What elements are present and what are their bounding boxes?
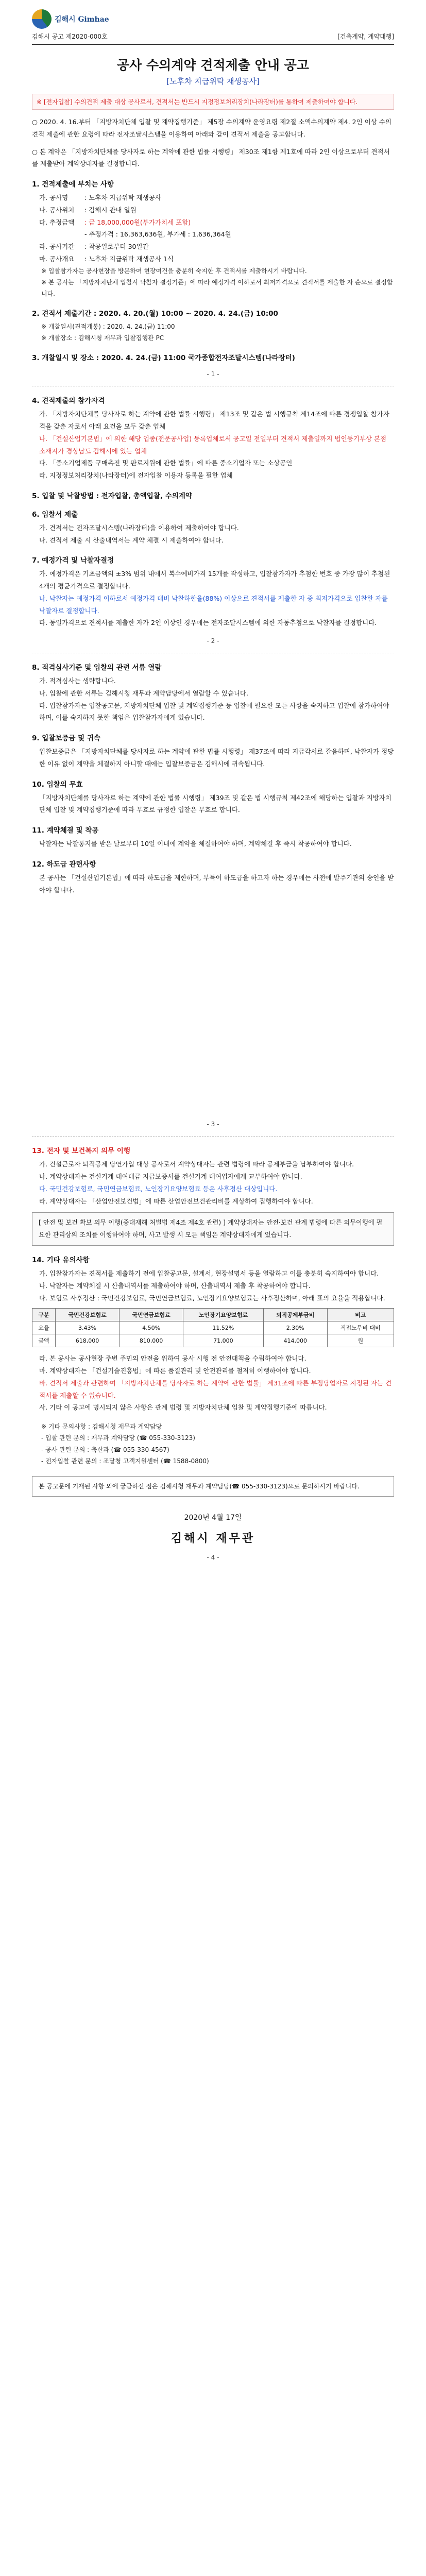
table-header-cell: 비고: [327, 1309, 394, 1321]
section-4-item: 다. 「중소기업제품 구매촉진 및 판로지원에 관한 법률」에 따른 중소기업자 또는 소상공인: [39, 459, 293, 467]
section-14-item: 다. 보험료 사후정산 : 국민건강보험료, 국민연금보험료, 노인장기요양보험료는 사후정산하며, 아래 표의 요율을 적용합니다.: [39, 1294, 385, 1302]
section-6-title: 6. 입찰서 제출: [32, 510, 78, 519]
section-14-item: 바. 견적서 제출과 관련하여 「지방자치단체를 당사자로 하는 계약에 관한 법률」 제31조에 따른 부정당업자로 지정된 자는 견적서를 제출할 수 없습니다.: [39, 1379, 392, 1399]
section-14-item: 마. 계약상대자는 「건설기술진흥법」에 따른 품질관리 및 안전관리를 철저히 이행하여야 합니다.: [39, 1367, 311, 1375]
table-row: [32, 1321, 394, 1334]
section-7-item: 가. 예정가격은 기초금액의 ±3% 범위 내에서 복수예비가격 15개를 작성하고, 입찰참가자가 추첨한 번호 중 가장 많이 추첨된 4개의 평균가격으로 결정합니다.: [39, 570, 390, 590]
header-left: [32, 9, 109, 41]
table-cell: 618,000: [56, 1334, 120, 1347]
section-4-item: 라. 지정정보처리장치(나라장터)에 전자입찰 이용자 등록을 필한 업체: [39, 471, 233, 480]
table-cell: 요율: [32, 1321, 56, 1334]
page-number: - 4 -: [207, 1554, 219, 1562]
table-header-cell: 퇴직공제부금비: [263, 1309, 327, 1321]
section-14-title: 14. 기타 유의사항: [32, 1256, 90, 1265]
table-cell: 원: [327, 1334, 394, 1347]
section-6-item: 가. 견적서는 전자조달시스템(나라장터)을 이용하여 제출하여야 합니다.: [39, 523, 239, 532]
table-cell: 4.50%: [120, 1321, 183, 1334]
table-cell: 71,000: [183, 1334, 264, 1347]
section-1-item: 가. 공사명 : 노후차 지급위탁 재생공사: [39, 194, 161, 201]
page-subtitle: [노후차 지급위탁 재생공사]: [166, 77, 260, 86]
section-14-item: 사. 기타 이 공고에 명시되지 않은 사항은 관계 법령 및 지방자치단체 입찰 및 계약집행기준에 따릅니다.: [39, 1403, 327, 1412]
section-4-item: 가. 「지방자치단체를 당사자로 하는 계약에 관한 법률 시행령」 제13조 및 같은 법 시행규칙 제14조에 따른 경쟁입찰 참가자격을 갖춘 자로서 아래 요건을 모두 갖춘 업체: [39, 410, 389, 431]
page-title: 공사 수의계약 견적제출 안내 공고: [117, 58, 309, 73]
section-2-title: 2. 견적서 제출기간 : 2020. 4. 20.(월) 10:00 ~ 2020. 4. 24.(금) 10:00: [32, 310, 278, 318]
table-cell: 810,000: [120, 1334, 183, 1347]
section-9-title: 9. 입찰보증금 및 귀속: [32, 734, 100, 743]
table-cell: 11.52%: [183, 1321, 264, 1334]
section-6-item: 나. 견적서 제출 시 산출내역서는 계약 체결 시 제출하여야 합니다.: [39, 536, 224, 544]
logo-text: 김해시 Gimhae: [55, 15, 109, 24]
section-8-item: 다. 입찰참가자는 입찰공고문, 지방자치단체 입찰 및 계약집행기준 등 입찰에 필요한 모든 사항을 숙지하고 입찰에 참가하여야 하며, 이를 숙지하지 못한 책임은 입찰참가자에게 있습니다.: [39, 701, 389, 722]
contact-line: - 공사 관련 문의 : 축산과 (☎ 055-330-4567): [41, 1446, 169, 1453]
table-cell: 414,000: [263, 1334, 327, 1347]
section-8-title: 8. 적격심사기준 및 입찰의 관련 서류 열람: [32, 664, 162, 672]
section-1-item: 다. 추정금액 : 금 18,000,000원(부가가치세 포함): [39, 218, 191, 226]
section-13-item: 다. 국민건강보험료, 국민연금보험료, 노인장기요양보험료 등은 사후정산 대상입니다.: [39, 1184, 278, 1193]
section-1-item: 라. 공사기간 : 착공일로부터 30일간: [39, 243, 149, 250]
section-7-title: 7. 예정가격 및 낙찰자결정: [32, 556, 114, 565]
page-number: - 1 -: [207, 370, 219, 378]
bottom-notice: 본 공고문에 기재된 사항 외에 궁금하신 점은 김해시청 재무과 계약담당(☎ 055-330-3123)으로 문의하시기 바랍니다.: [32, 1476, 394, 1497]
section-4-title: 4. 견적제출의 참가자격: [32, 397, 105, 405]
section-1-note: ※ 본 공사는 「지방자치단체 입찰시 낙찰자 결정기준」에 따라 예정가격 이하로서 최저가격으로 견적서를 제출한 자 순으로 결정합니다.: [41, 278, 393, 297]
section-14-item: 라. 본 공사는 공사현장 주변 주민의 안전을 위하여 공사 시행 전 안전대책을 수립하여야 합니다.: [39, 1354, 306, 1363]
table-header-cell: 국민건강보험료: [56, 1309, 120, 1321]
section-14-item: 나. 낙찰자는 계약체결 시 산출내역서를 제출하여야 하며, 산출내역서 제출 후 착공하여야 합니다.: [39, 1281, 311, 1290]
section-10-text: 「지방자치단체를 당사자로 하는 계약에 관한 법률 시행령」 제39조 및 같은 법 시행규칙 제42조에 해당하는 입찰과 지방자치단체 입찰 및 계약집행기준에 따라 무효로 규정한 입찰은 무효로 합니다.: [39, 793, 391, 814]
blank-space: [32, 896, 394, 1112]
safety-callout: [ 안전 및 보건 확보 의무 이행(중대재해 처벌법 제4조 제4호 관련) ] 계약상대자는 안전·보건 관계 법령에 따른 의무이행에 필요한 관리상의 조치를 이행하여야 하며, 사고 발생 시 모든 책임은 계약상대자에게 있습니다.: [32, 1212, 394, 1246]
page-number: - 2 -: [207, 637, 219, 645]
section-3-title: 3. 개찰일시 및 장소 : 2020. 4. 24.(금) 11:00 국가종합전자조달시스템(나라장터): [32, 354, 295, 363]
contact-line: ※ 기타 문의사항 : 김해시청 재무과 계약담당: [41, 1423, 162, 1431]
section-5-title: 5. 입찰 및 낙찰방법 : 전자입찰, 총액입찰, 수의계약: [32, 492, 192, 500]
contact-line: - 전자입찰 관련 문의 : 조달청 고객지원센터 (☎ 1588-0800): [41, 1457, 209, 1465]
section-1-note: ※ 입찰참가자는 공사현장을 방문하여 현장여건을 충분히 숙지한 후 견적서를 제출하시기 바랍니다.: [41, 267, 307, 275]
intro-paragraph-1: ○ 2020. 4. 16.부터 「지방자치단체 입찰 및 계약집행기준」 제5장 수의계약 운영요령 제2절 소액수의계약 제4. 2인 이상 수의견적 제출에 관한 요령에 따라 전자조달시스템을 이용하여 아래와 같이 견적서 제출을 공고합니다.: [32, 118, 391, 138]
document-number: 김해시 공고 제2020-000호: [32, 33, 108, 40]
section-13-item: 라. 계약상대자는 「산업안전보건법」에 따른 산업안전보건관리비를 계상하여 집행하여야 합니다.: [39, 1197, 313, 1205]
section-7-item: 다. 동일가격으로 견적서를 제출한 자가 2인 이상인 경우에는 전자조달시스템에 의한 자동추첨으로 낙찰자를 결정합니다.: [39, 619, 377, 627]
section-14-item: 가. 입찰참가자는 견적서를 제출하기 전에 입찰공고문, 설계서, 현장설명서 등을 열람하고 이를 충분히 숙지하여야 합니다.: [39, 1269, 379, 1278]
section-1-item: 마. 공사개요 : 노후차 지급위탁 재생공사 1식: [39, 255, 174, 263]
section-1-item: - 추정가격 : 16,363,636원, 부가세 : 1,636,364원: [84, 230, 231, 239]
table-cell: 2.30%: [263, 1321, 327, 1334]
section-1-item: 나. 공사위치 : 김해시 관내 일원: [39, 206, 137, 214]
table-cell: 직접노무비 대비: [327, 1321, 394, 1334]
section-4-item: 나. 「건설산업기본법」에 의한 해당 업종(전문공사업) 등록업체로서 공고일 전일부터 견적서 제출일까지 법인등기부상 본점 소재지가 경상남도 김해시에 있는 업체: [39, 434, 387, 455]
table-cell: 금액: [32, 1334, 56, 1347]
intro-paragraph-2: ○ 본 계약은 「지방자치단체를 당사자로 하는 계약에 관한 법률 시행령」 제30조 제1항 제1호에 따라 2인 이상으로부터 견적서를 제출받아 계약상대자를 결정합니다.: [32, 147, 390, 168]
section-2-item: ※ 개찰일시(견적개봉) : 2020. 4. 24.(금) 11:00: [41, 323, 175, 331]
section-13-item: 가. 건설근로자 퇴직공제 당연가입 대상 공사로서 계약상대자는 관련 법령에 따라 공제부금을 납부하여야 합니다.: [39, 1160, 354, 1168]
city-emblem-icon: [32, 9, 52, 29]
page-divider: [32, 1136, 394, 1137]
table-cell: 3.43%: [56, 1321, 120, 1334]
section-8-item: 나. 입찰에 관한 서류는 김해시청 재무과 계약담당에서 열람할 수 있습니다.: [39, 689, 248, 697]
section-11-text: 낙찰자는 낙찰통지를 받은 날로부터 10일 이내에 계약을 체결하여야 하며, 계약체결 후 즉시 착공하여야 합니다.: [39, 840, 352, 848]
table-header-cell: 노인장기요양보험료: [183, 1309, 264, 1321]
section-12-text: 본 공사는 「건설산업기본법」에 따라 하도급을 제한하며, 부득이 하도급을 하고자 하는 경우에는 사전에 발주기관의 승인을 받아야 합니다.: [39, 873, 394, 894]
section-10-title: 10. 입찰의 무효: [32, 780, 83, 789]
page-number: - 3 -: [207, 1121, 219, 1128]
header-bar: [32, 9, 394, 45]
section-11-title: 11. 계약체결 및 착공: [32, 826, 99, 835]
section-13-item: 나. 계약상대자는 건설기계 대여대금 지급보증서를 건설기계 대여업자에게 교부하여야 합니다.: [39, 1173, 302, 1181]
section-2-item: ※ 개찰장소 : 김해시청 재무과 입찰집행관 PC: [41, 334, 164, 342]
table-header-row: [32, 1309, 394, 1321]
table-header-cell: 구분: [32, 1309, 56, 1321]
section-12-title: 12. 하도급 관련사항: [32, 860, 96, 869]
contact-line: - 입찰 관련 문의 : 재무과 계약담당 (☎ 055-330-3123): [41, 1434, 195, 1442]
section-1-title: 1. 견적제출에 부치는 사항: [32, 180, 114, 189]
logo: [32, 9, 109, 29]
spacer: [32, 1414, 394, 1421]
insurance-table: [32, 1308, 394, 1347]
table-row: [32, 1334, 394, 1347]
table-header-cell: 국민연금보험료: [120, 1309, 183, 1321]
announcement-date: 2020년 4월 17일: [184, 1514, 242, 1522]
issuer-name: 김해시 재무관: [171, 1532, 255, 1546]
section-7-item: 나. 낙찰자는 예정가격 이하로서 예정가격 대비 낙찰하한율(88%) 이상으로 견적서를 제출한 자 중 최저가격으로 입찰한 자를 낙찰자로 결정합니다.: [39, 594, 388, 615]
section-8-item: 가. 적격심사는 생략합니다.: [39, 677, 116, 685]
document-category: [건축계약, 계약대행]: [337, 33, 394, 40]
section-9-text: 입찰보증금은 「지방자치단체를 당사자로 하는 계약에 관한 법률 시행령」 제37조에 따라 지급각서로 갈음하며, 낙찰자가 정당한 이유 없이 계약을 체결하지 아니할 때에는 입찰보증금은 김해시에 귀속됩니다.: [39, 748, 394, 768]
section-13-title: 13. 전자 및 보건복지 의무 이행: [32, 1147, 130, 1156]
notice-highlight: ※ [전자입찰] 수의견적 제출 대상 공사로서, 견적서는 반드시 지정정보처리장치(나라장터)를 통하여 제출하여야 합니다.: [32, 94, 394, 110]
